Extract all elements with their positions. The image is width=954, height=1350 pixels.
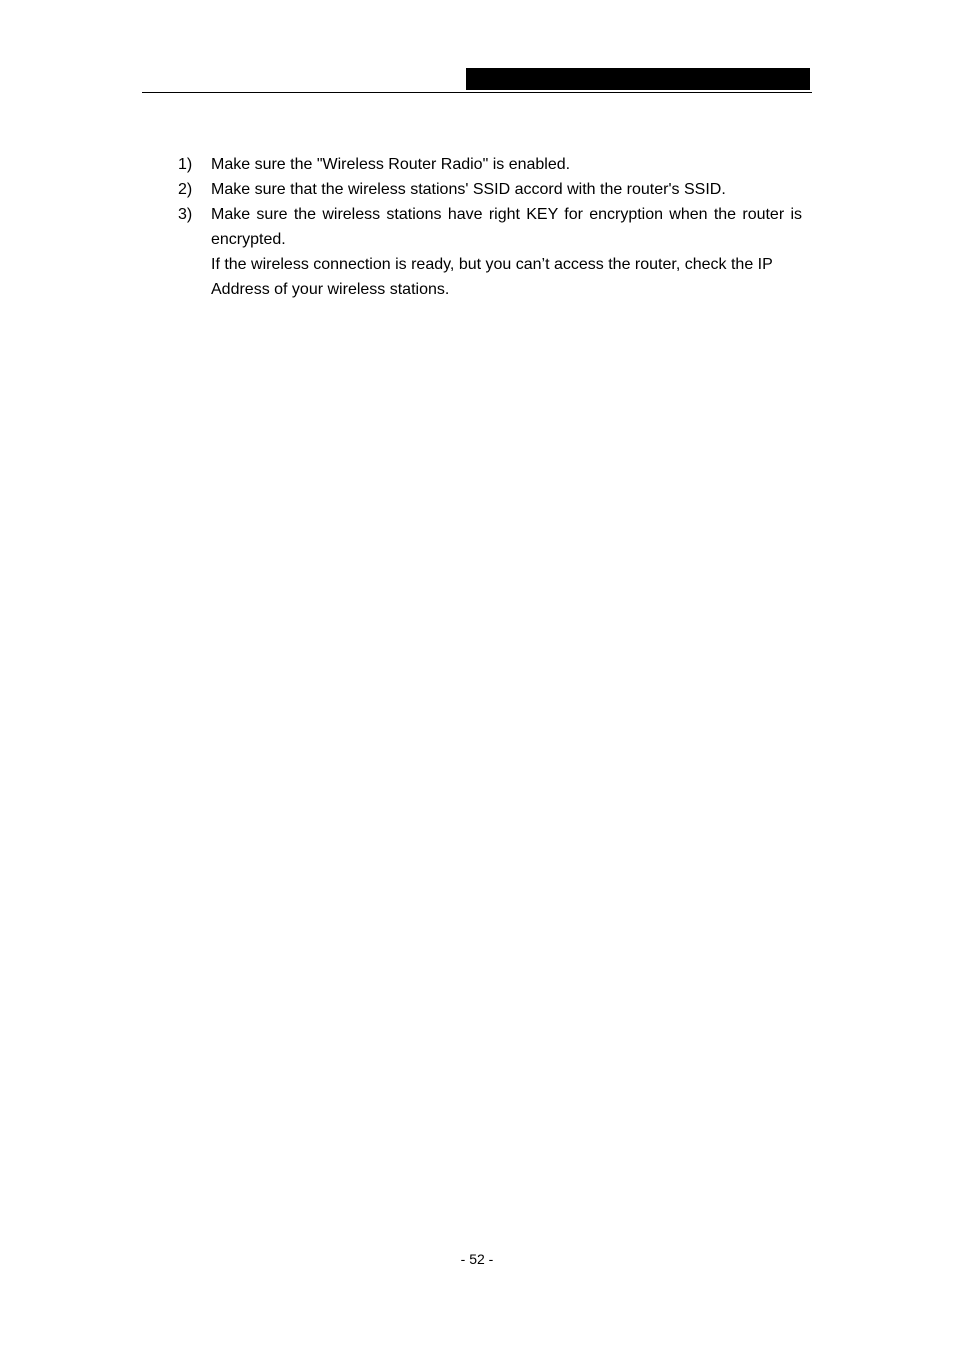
list-item-text: Make sure the "Wireless Router Radio" is enabled.: [211, 156, 571, 173]
troubleshooting-list: [178, 152, 802, 302]
header-bar: [466, 68, 810, 90]
page-number: - 52 -: [460, 1251, 494, 1267]
list-item-number: 2): [178, 181, 193, 198]
list-item-number: 1): [178, 156, 193, 173]
list-note: If the wireless connection is ready, but you can’t access the router, check the IP Address of your wireless stations.: [211, 256, 773, 298]
list-item-number: 3): [178, 206, 193, 223]
list-item: [178, 202, 802, 252]
list-item: [178, 152, 802, 177]
list-item-text: Make sure that the wireless stations' SSID accord with the router's SSID.: [211, 181, 726, 198]
header-rule: [142, 92, 812, 93]
list-item-text: Make sure the wireless stations have right KEY for encryption when the router is encrypted.: [211, 206, 802, 248]
list-item: [178, 177, 802, 202]
